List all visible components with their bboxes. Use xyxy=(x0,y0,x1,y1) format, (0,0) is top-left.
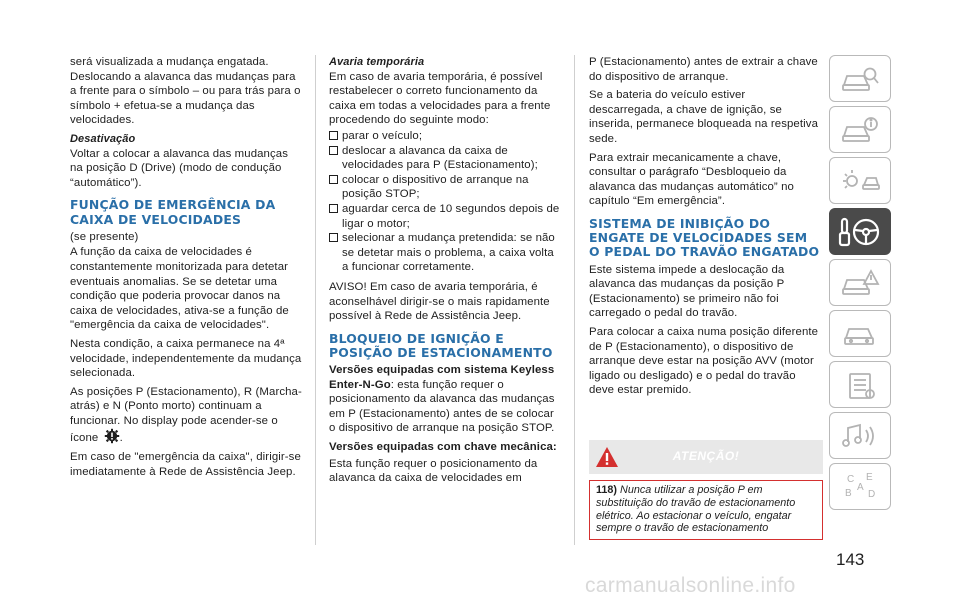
warning-header xyxy=(589,440,823,474)
list-item-text: colocar o dispositivo de arranque na posição STOP; xyxy=(342,173,529,201)
bold-lead: Versões equipadas com chave mecânica: xyxy=(329,441,557,454)
paragraph-text: As posições P (Estacionamento), R (Marcha-atrás) e N (Ponto morto) continuam a funcionar. No display pode acender-se o ícone xyxy=(70,385,302,445)
chapter-tab-car-info[interactable] xyxy=(829,106,891,153)
paragraph: A função da caixa de velocidades é constantemente monitorizada para detetar eventuais anomalias. Se se detetar uma condição que poderia provocar danos na caixa de velocidades, ativa-se a função de "emergência da caixa de velocidades". xyxy=(70,246,289,332)
paragraph-text: : esta função requer o posicionamento da alavanca das mudanças em P (Estacionamento) antes de se colocar o dispositivo de arranque na posição STOP. xyxy=(329,378,555,435)
column-3 xyxy=(589,55,821,402)
list-item-text: aguardar cerca de 10 segundos depois de ligar o motor; xyxy=(342,202,560,230)
bold-lead: Versões equipadas com sistema Keyless Enter-N-Go xyxy=(329,364,555,391)
car-search-icon xyxy=(840,63,880,95)
audio-media-icon xyxy=(840,420,880,452)
index-letter: D xyxy=(868,488,876,500)
paragraph: Este sistema impede a deslocação da alavanca das mudanças da posição P (Estacionamento) se primeiro não foi carregado o pedal do travão. xyxy=(589,263,785,320)
paragraph xyxy=(329,363,561,436)
list-item-text: selecionar a mudança pretendida: se não se detetar mais o problema, a caixa volta a funcionar corretamente. xyxy=(342,232,555,274)
subheading-avaria: Avaria temporária xyxy=(329,56,425,68)
warning-body xyxy=(589,480,823,540)
list-item xyxy=(329,231,561,275)
key-steering-wheel-icon xyxy=(838,215,882,249)
chapter-tab-safety[interactable] xyxy=(829,259,891,306)
paragraph: Nesta condição, a caixa permanece na 4ª velocidade, independentemente da mudança selecionada. xyxy=(70,337,302,380)
chapter-tab-maintenance[interactable] xyxy=(829,361,891,408)
list-item xyxy=(329,173,561,202)
chapter-sidebar xyxy=(829,55,893,514)
subheading-desativacao: Desativação xyxy=(70,132,136,145)
section-heading-inibicao: SISTEMA DE INIBIÇÃO DO ENGATE DE VELOCIDADES SEM O PEDAL DO TRAVÃO ENGATADO xyxy=(589,215,820,260)
page-number: 143 xyxy=(836,550,865,569)
warning-text: Nunca utilizar a posição P em substituição do travão de estacionamento elétrico. Ao estacionar o veículo, engatar sempre o travão de estacionamento xyxy=(596,484,796,535)
square-bullet-icon xyxy=(329,131,338,140)
car-service-icon xyxy=(840,318,880,350)
square-bullet-icon xyxy=(329,204,338,213)
column-divider-right xyxy=(574,55,575,545)
paragraph: Esta função requer o posicionamento da alavanca da caixa de velocidades em xyxy=(329,457,538,485)
chapter-tab-index[interactable] xyxy=(829,463,891,510)
chapter-tab-dashboard-lights[interactable] xyxy=(829,157,891,204)
paragraph: Em caso de "emergência da caixa", dirigir-se imediatamente à Rede de Assistência Jeep. xyxy=(70,451,301,478)
index-letter: C xyxy=(847,473,855,485)
chapter-tab-multimedia[interactable] xyxy=(829,412,891,459)
paragraph-text-end: . xyxy=(119,432,123,445)
paragraph-with-icon xyxy=(70,385,302,446)
alphabet-index-icon xyxy=(840,470,880,504)
list-item xyxy=(329,129,561,144)
list-item xyxy=(329,144,561,173)
index-letter: E xyxy=(866,471,873,483)
index-letter: B xyxy=(845,487,852,499)
paragraph: Para colocar a caixa numa posição diferente de P (Estacionamento), o dispositivo de arranque deve estar na posição AVV (motor ligado ou desligado) e o pedal do travão deve estar premido. xyxy=(589,325,819,397)
paragraph: P (Estacionamento) antes de extrair a chave do dispositivo de arranque. xyxy=(589,56,818,83)
square-bullet-icon xyxy=(329,146,338,155)
list-item xyxy=(329,202,561,231)
transmission-gear-warning-icon xyxy=(104,428,120,444)
car-info-icon xyxy=(840,114,880,146)
index-letter: A xyxy=(857,481,864,493)
column-divider-left xyxy=(315,55,316,545)
paragraph: Para extrair mecanicamente a chave, consultar o parágrafo “Desbloqueio da alavanca das mudanças automático” no capítulo “Em emergência”. xyxy=(589,151,794,208)
chapter-tab-car-search[interactable] xyxy=(829,55,891,102)
chapter-tab-emergency[interactable] xyxy=(829,310,891,357)
list-item-text: parar o veículo; xyxy=(342,129,423,142)
paragraph: Em caso de avaria temporária, é possível restabelecer o correto funcionamento da caixa em todas a velocidades para a frente procedendo do seguinte modo: xyxy=(329,70,551,127)
paragraph: será visualizada a mudança engatada. Deslocando a alavanca das mudanças para a frente para o símbolo – ou para trás para o símbolo + efetua-se a mudança das velocidades. xyxy=(70,56,301,127)
toolbox-icon xyxy=(840,369,880,401)
column-1 xyxy=(70,55,302,483)
chapter-tab-starting-driving[interactable] xyxy=(829,208,891,255)
square-bullet-icon xyxy=(329,233,338,242)
watermark: carmanualsonline.info xyxy=(585,574,796,597)
dashboard-lights-icon xyxy=(840,165,880,197)
paragraph-aviso: AVISO! Em caso de avaria temporária, é aconselhável dirigir-se o mais rapidamente possível à Rede de Assistência Jeep. xyxy=(329,280,550,323)
paragraph: (se presente) xyxy=(70,230,139,243)
warning-number: 118) xyxy=(596,484,618,496)
column-2 xyxy=(329,55,561,490)
warning-box xyxy=(589,440,823,540)
car-warning-icon xyxy=(840,267,880,299)
square-bullet-icon xyxy=(329,175,338,184)
warning-label: ATENÇÃO! xyxy=(672,449,740,463)
paragraph: Voltar a colocar a alavanca das mudanças na posição D (Drive) (modo de condução “automático”). xyxy=(70,147,289,189)
paragraph: Se a bateria do veículo estiver descarregada, a chave de ignição, se inserida, permanece bloqueada na respetiva sede. xyxy=(589,89,818,145)
section-heading-bloqueio: BLOQUEIO DE IGNIÇÃO E POSIÇÃO DE ESTACIONAMENTO xyxy=(329,330,553,360)
list-item-text: deslocar a alavanca da caixa de velocidades para P (Estacionamento); xyxy=(342,144,538,172)
section-heading-emergencia: FUNÇÃO DE EMERGÊNCIA DA CAIXA DE VELOCIDADES xyxy=(70,197,276,227)
